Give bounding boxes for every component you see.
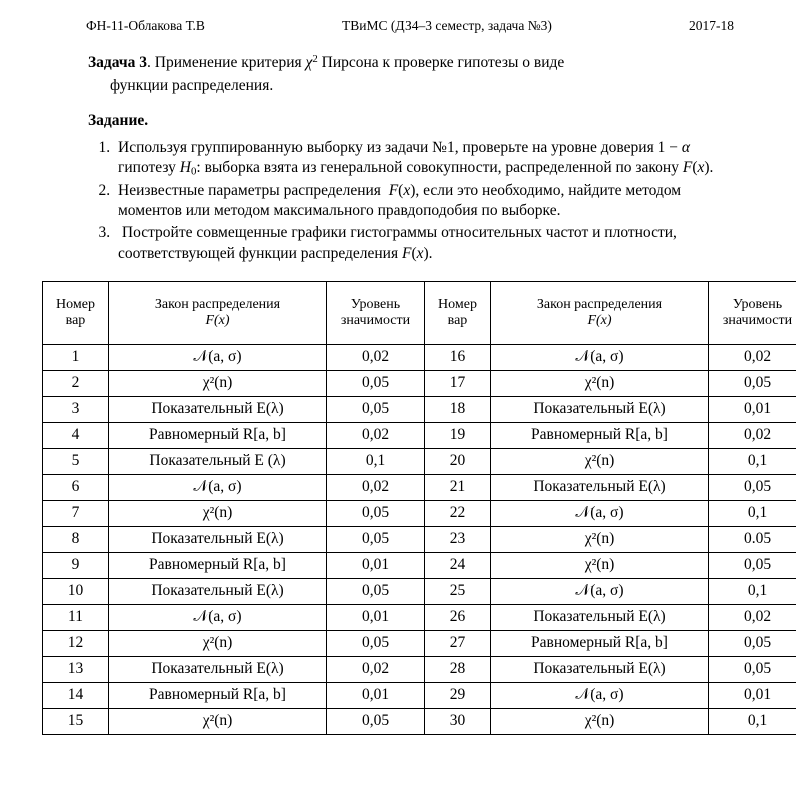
table-body (43, 344, 796, 734)
col-header-law-2 (491, 281, 709, 344)
assignment-label: Задание. (88, 111, 149, 129)
table-row (43, 370, 796, 396)
distribution-law: χ²(n) (109, 708, 327, 734)
significance-level: 0,02 (709, 344, 796, 370)
significance-level: 0,05 (709, 474, 796, 500)
variant-number: 5 (43, 448, 109, 474)
table-row (43, 708, 796, 734)
distribution-law: Показательный E(λ) (109, 396, 327, 422)
task-title (88, 52, 730, 74)
significance-level: 0,05 (327, 578, 425, 604)
list-item: 1. Используя группированную выборку из задачи №1, проверьте на уровне доверия 1 − α гипотезу $H_0$: выборка взята из генеральной совокупности, распределенной по закону F(x). (114, 138, 730, 180)
table-row (43, 578, 796, 604)
significance-level: 0,02 (327, 422, 425, 448)
variant-number: 17 (425, 370, 491, 396)
variant-number: 30 (425, 708, 491, 734)
col-header-law-text-1: Закон распределения (154, 297, 281, 313)
table-header-row (43, 281, 796, 344)
header-course: ТВиМС (ДЗ4–3 семестр, задача №3) (342, 18, 552, 33)
header-year: 2017-18 (689, 18, 734, 33)
significance-level: 0,05 (709, 630, 796, 656)
variant-number: 6 (43, 474, 109, 500)
table-head (43, 281, 796, 344)
significance-level: 0,02 (327, 656, 425, 682)
distribution-law: χ²(n) (109, 630, 327, 656)
table-row (43, 630, 796, 656)
variant-number: 22 (425, 500, 491, 526)
significance-level: 0,01 (709, 396, 796, 422)
variant-number: 23 (425, 526, 491, 552)
task-section (26, 52, 770, 265)
table-row (43, 474, 796, 500)
significance-level: 0,01 (327, 604, 425, 630)
distribution-law: 𝒩(a, σ) (109, 604, 327, 630)
variant-number: 8 (43, 526, 109, 552)
significance-level: 0,05 (709, 552, 796, 578)
distribution-law: χ²(n) (491, 526, 709, 552)
significance-level: 0,02 (327, 474, 425, 500)
significance-level: 0,1 (709, 500, 796, 526)
list-item: 3. Постройте совмещенные графики гистограммы относительных частот и плотности, соответствующей функции распределения F(x). (114, 223, 730, 265)
distribution-law: Показательный E(λ) (491, 604, 709, 630)
variant-number: 4 (43, 422, 109, 448)
significance-level: 0,05 (327, 708, 425, 734)
distribution-law: 𝒩(a, σ) (109, 344, 327, 370)
col-header-law-1 (109, 281, 327, 344)
variant-number: 13 (43, 656, 109, 682)
significance-level: 0,05 (709, 656, 796, 682)
distribution-law: χ²(n) (491, 370, 709, 396)
significance-level: 0,1 (709, 448, 796, 474)
variants-table-wrap (26, 281, 793, 735)
distribution-law: Показательный E(λ) (109, 526, 327, 552)
table-row (43, 682, 796, 708)
distribution-law: 𝒩(a, σ) (109, 474, 327, 500)
distribution-law: 𝒩(a, σ) (491, 344, 709, 370)
distribution-law: Показательный E (λ) (109, 448, 327, 474)
distribution-law: Равномерный R[a, b] (109, 682, 327, 708)
distribution-law: Равномерный R[a, b] (491, 630, 709, 656)
variant-number: 11 (43, 604, 109, 630)
distribution-law: χ²(n) (109, 370, 327, 396)
table-row (43, 344, 796, 370)
table-row (43, 656, 796, 682)
significance-level: 0,02 (327, 344, 425, 370)
variant-number: 10 (43, 578, 109, 604)
assignment-list (88, 138, 730, 265)
significance-level: 0,01 (327, 552, 425, 578)
significance-level: 0,05 (327, 630, 425, 656)
distribution-law: Показательный E(λ) (491, 656, 709, 682)
variant-number: 1 (43, 344, 109, 370)
variants-table (42, 281, 796, 735)
significance-level: 0,1 (327, 448, 425, 474)
significance-level: 0,05 (327, 396, 425, 422)
variant-number: 20 (425, 448, 491, 474)
distribution-law: χ²(n) (491, 708, 709, 734)
significance-level: 0,01 (327, 682, 425, 708)
variant-number: 2 (43, 370, 109, 396)
variant-number: 18 (425, 396, 491, 422)
variant-number: 26 (425, 604, 491, 630)
significance-level: 0,05 (709, 370, 796, 396)
col-header-law-formula-1: F(x) (205, 312, 230, 328)
significance-level: 0,05 (327, 526, 425, 552)
distribution-law: Равномерный R[a, b] (109, 552, 327, 578)
significance-level: 0,01 (709, 682, 796, 708)
distribution-law: Показательный E(λ) (109, 578, 327, 604)
table-row (43, 422, 796, 448)
table-row (43, 552, 796, 578)
table-row (43, 604, 796, 630)
page-header (26, 18, 770, 34)
variant-number: 27 (425, 630, 491, 656)
significance-level: 0,1 (709, 708, 796, 734)
task-title-line2: функции распределения. (110, 76, 274, 94)
significance-level: 0,05 (327, 370, 425, 396)
col-header-level-1: Уровень значимости (327, 281, 425, 344)
significance-level: 0,02 (709, 604, 796, 630)
col-header-law-formula-2: F(x) (587, 312, 612, 328)
significance-level: 0,05 (327, 500, 425, 526)
list-item: 2. Неизвестные параметры распределения F(x), если это необходимо, найдите методом моментов или методом максимального правдоподобия по выборке. (114, 181, 730, 223)
distribution-law: 𝒩(a, σ) (491, 500, 709, 526)
table-row (43, 396, 796, 422)
variant-number: 14 (43, 682, 109, 708)
significance-level: 0,02 (709, 422, 796, 448)
task-title-text: . Применение критерия $\chi^2$ Пирсона к проверке гипотезы о виде (147, 53, 565, 71)
variant-number: 19 (425, 422, 491, 448)
distribution-law: Равномерный R[a, b] (491, 422, 709, 448)
distribution-law: Показательный E(λ) (491, 474, 709, 500)
variant-number: 12 (43, 630, 109, 656)
distribution-law: 𝒩(a, σ) (491, 682, 709, 708)
distribution-law: Равномерный R[a, b] (109, 422, 327, 448)
variant-number: 15 (43, 708, 109, 734)
distribution-law: 𝒩(a, σ) (491, 578, 709, 604)
distribution-law: χ²(n) (109, 500, 327, 526)
col-header-number-2: Номер вар (425, 281, 491, 344)
table-row (43, 500, 796, 526)
significance-level: 0,1 (709, 578, 796, 604)
variant-number: 24 (425, 552, 491, 578)
col-header-level-2: Уровень значимости (709, 281, 796, 344)
col-header-law-text-2: Закон распределения (536, 297, 663, 313)
distribution-law: χ²(n) (491, 448, 709, 474)
table-row (43, 526, 796, 552)
distribution-law: Показательный E(λ) (491, 396, 709, 422)
variant-number: 29 (425, 682, 491, 708)
variant-number: 9 (43, 552, 109, 578)
variant-number: 21 (425, 474, 491, 500)
distribution-law: χ²(n) (491, 552, 709, 578)
variant-number: 25 (425, 578, 491, 604)
table-row (43, 448, 796, 474)
variant-number: 3 (43, 396, 109, 422)
variant-number: 7 (43, 500, 109, 526)
distribution-law: Показательный E(λ) (109, 656, 327, 682)
col-header-number-1: Номер вар (43, 281, 109, 344)
header-author: ФН-11-Облакова Т.В (86, 18, 205, 33)
significance-level: 0.05 (709, 526, 796, 552)
variant-number: 28 (425, 656, 491, 682)
variant-number: 16 (425, 344, 491, 370)
task-label: Задача 3 (88, 53, 148, 71)
